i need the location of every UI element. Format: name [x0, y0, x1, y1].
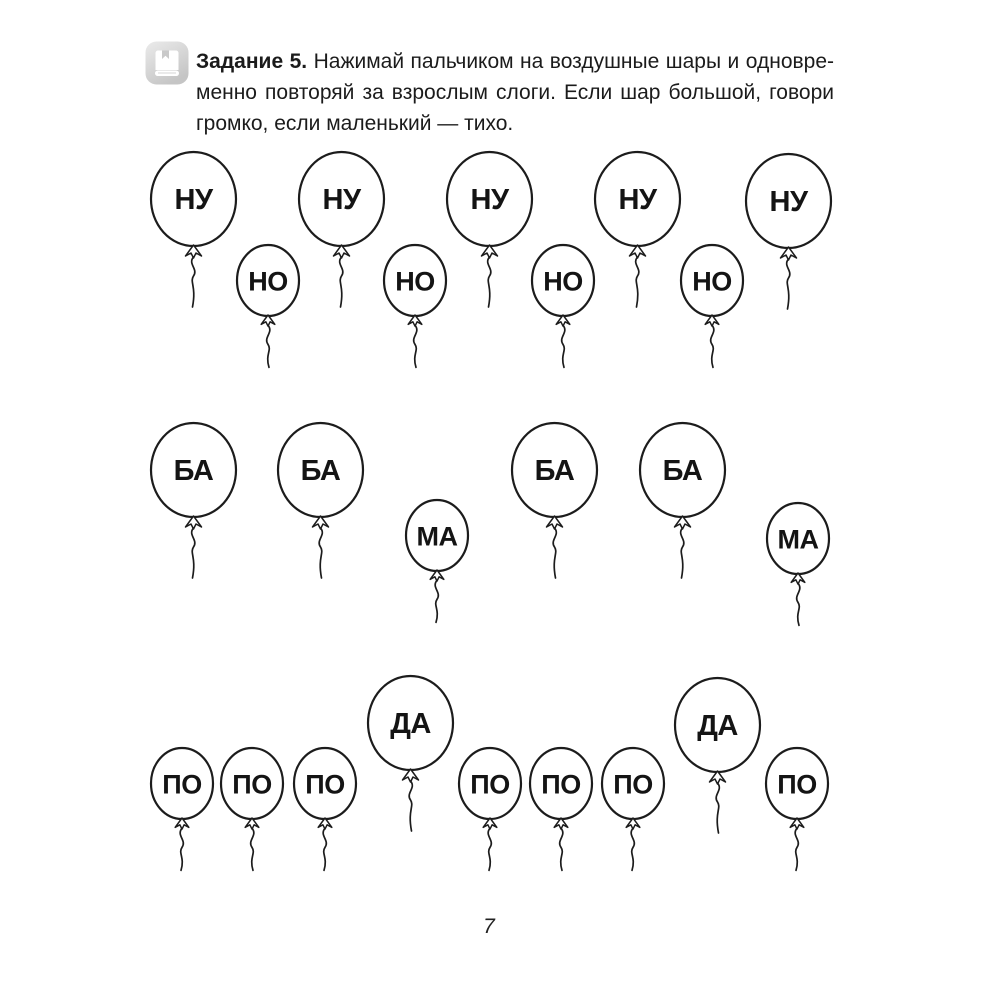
balloon-knot [261, 315, 275, 367]
balloon-string [795, 828, 798, 870]
balloon-syllable: БА [300, 455, 340, 487]
balloon-syllable: БА [534, 455, 574, 487]
balloon-knot [790, 818, 804, 870]
balloon-string [711, 325, 714, 367]
balloon-string [435, 580, 438, 622]
balloon-knot [185, 516, 201, 578]
balloon-knot [245, 818, 259, 870]
balloon-knot [629, 245, 645, 307]
balloon-knot [546, 516, 562, 578]
balloon-syllable: ПО [777, 769, 817, 800]
balloon-knot [481, 245, 497, 307]
balloon-syllable: ДА [389, 708, 431, 740]
balloon-knot [554, 818, 568, 870]
balloon-string [191, 257, 194, 307]
balloon-knot [556, 315, 570, 367]
balloon-string [635, 257, 638, 307]
balloon-knot [312, 516, 328, 578]
balloon-string [560, 828, 563, 870]
balloon-knot [408, 315, 422, 367]
balloon-syllable: НО [692, 266, 732, 297]
task-instruction [196, 46, 834, 139]
balloon-string [487, 257, 490, 307]
balloon-string [716, 783, 719, 833]
balloon-syllable: НУ [618, 184, 656, 216]
balloon-ma-2-6[interactable] [751, 501, 845, 630]
balloon-knot [175, 818, 189, 870]
balloon-string [339, 257, 342, 307]
balloon-po-3-9[interactable] [750, 746, 844, 875]
balloon-ba-2-1[interactable] [135, 421, 252, 581]
balloon-string [180, 828, 183, 870]
balloon-syllable: МА [777, 524, 819, 555]
balloon-syllable: ПО [305, 769, 345, 800]
balloon-knot [791, 573, 805, 625]
instruction-line-2: менно повторяй за взрослым слоги. Если шар большой, говори [196, 81, 834, 104]
balloon-syllable: ПО [470, 769, 510, 800]
balloon-knot [185, 245, 201, 307]
balloon-syllable: ПО [613, 769, 653, 800]
balloon-knot [333, 245, 349, 307]
instruction-line-1-text: Нажимай пальчиком на воздушные шары и одновре- [313, 50, 835, 73]
book-icon [145, 41, 189, 85]
balloon-string [414, 325, 417, 367]
balloon-syllable: НО [248, 266, 288, 297]
balloon-syllable: НУ [769, 186, 807, 218]
instruction-line-3: громко, если маленький — тихо. [196, 112, 514, 135]
balloon-string [409, 781, 412, 831]
balloon-syllable: НУ [174, 184, 212, 216]
balloon-string [680, 528, 683, 578]
balloon-syllable: ПО [232, 769, 272, 800]
balloon-knot [318, 818, 332, 870]
balloon-string [553, 528, 556, 578]
balloon-string [191, 528, 194, 578]
balloon-syllable: МА [416, 521, 458, 552]
balloon-knot [780, 247, 796, 309]
balloon-knot [402, 769, 418, 831]
balloon-syllable: ПО [162, 769, 202, 800]
balloon-knot [674, 516, 690, 578]
balloon-string [323, 828, 326, 870]
book-icon-glyph [145, 41, 189, 85]
balloon-syllable: ПО [541, 769, 581, 800]
balloon-string [797, 583, 800, 625]
page-number: 7 [483, 915, 495, 938]
balloon-syllable: НУ [470, 184, 508, 216]
balloon-string [786, 259, 789, 309]
balloon-ba-2-5[interactable] [624, 421, 741, 581]
balloon-knot [430, 570, 444, 622]
balloon-nu-1-9[interactable] [730, 152, 847, 312]
balloon-string [562, 325, 565, 367]
balloon-knot [705, 315, 719, 367]
balloon-ba-2-4[interactable] [496, 421, 613, 581]
balloon-syllable: БА [662, 455, 702, 487]
balloon-syllable: НО [543, 266, 583, 297]
balloon-string [251, 828, 254, 870]
balloon-ba-2-2[interactable] [262, 421, 379, 581]
balloon-knot [483, 818, 497, 870]
balloon-syllable: НО [395, 266, 435, 297]
balloon-knot [626, 818, 640, 870]
balloon-string [319, 528, 322, 578]
instruction-line-1 [196, 46, 834, 77]
balloon-ma-2-3[interactable] [390, 498, 484, 627]
balloon-syllable: БА [173, 455, 213, 487]
task-number-label: Задание 5. [196, 50, 308, 73]
balloon-syllable: ДА [696, 710, 738, 742]
balloon-knot [709, 771, 725, 833]
balloon-string [631, 828, 634, 870]
balloon-string [267, 325, 270, 367]
balloon-syllable: НУ [322, 184, 360, 216]
balloon-string [488, 828, 491, 870]
